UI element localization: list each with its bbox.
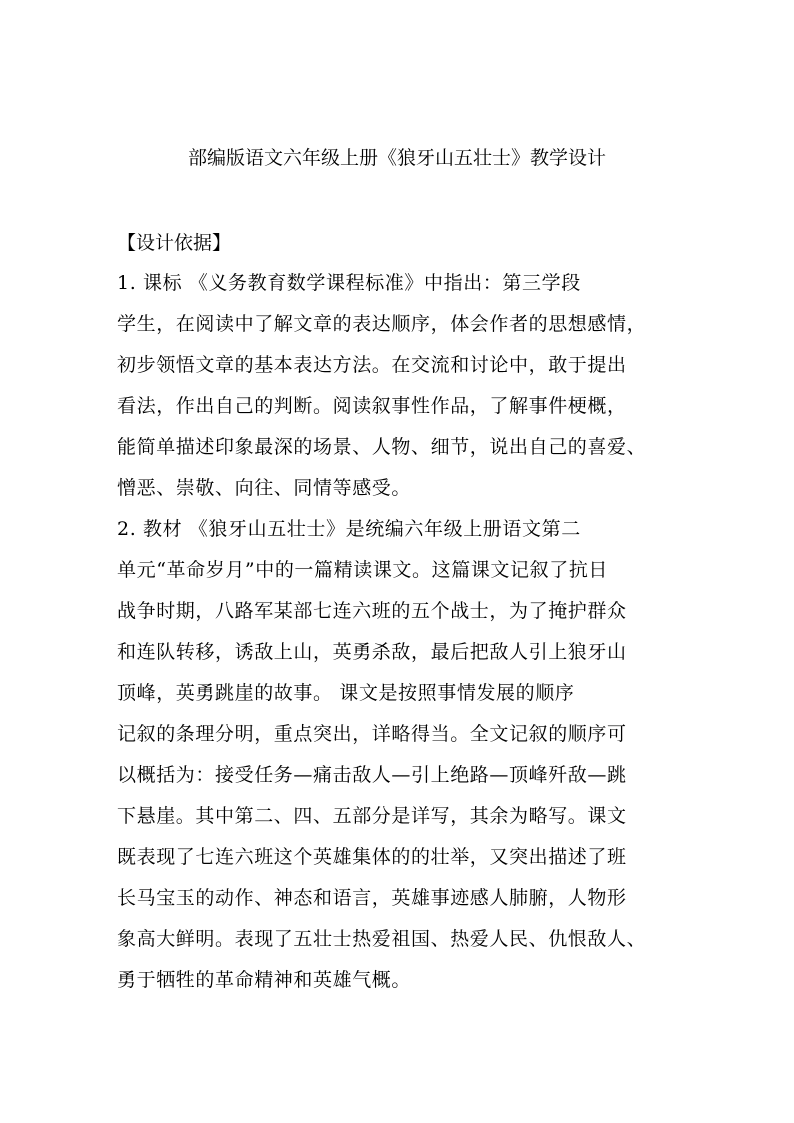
text-line: 下悬崖。其中第二、四、五部分是详写，其余为略写。课文 [117,805,627,827]
text-line: 以概括为：接受任务—痛击敌人—引上绝路—顶峰歼敌—跳 [117,764,627,786]
text-line: 能简单描述印象最深的场景、人物、细节，说出自己的喜爱、 [117,436,647,458]
text-line: 既表现了七连六班这个英雄集体的的壮举，又突出描述了班 [117,846,627,868]
text-line: 憎恶、崇敬、向往、同情等感受。 [117,477,412,499]
text-line: 2. 教材 《狼牙山五壮士》是统编六年级上册语文第二 [117,518,581,540]
text-line: 单元“革命岁月”中的一篇精读课文。这篇课文记叙了抗日 [117,559,609,581]
text-line: 象高大鲜明。表现了五壮士热爱祖国、热爱人民、仇恨敌人、 [117,928,647,950]
text-line: 记叙的条理分明，重点突出，详略得当。全文记叙的顺序可 [117,723,627,745]
text-line: 战争时期，八路军某部七连六班的五个战士，为了掩护群众 [117,600,627,622]
text-line: 顶峰，英勇跳崖的故事。 课文是按照事情发展的顺序 [117,682,575,704]
document-title: 部编版语文六年级上册《狼牙山五壮士》教学设计 [187,147,606,169]
text-line: 勇于牺牲的革命精神和英雄气概。 [117,969,412,991]
text-line: 1. 课标 《义务教育数学课程标准》中指出：第三学段 [117,272,581,294]
text-line: 看法，作出自己的判断。阅读叙事性作品，了解事件梗概， [117,395,627,417]
text-line: 初步领悟文章的基本表达方法。在交流和讨论中，敢于提出 [117,354,627,376]
text-line: 学生，在阅读中了解文章的表达顺序，体会作者的思想感情， [117,313,647,335]
text-line: 和连队转移，诱敌上山，英勇杀敌，最后把敌人引上狼牙山 [117,641,627,663]
text-line: 长马宝玉的动作、神态和语言，英雄事迹感人肺腑，人物形 [117,887,627,909]
section-heading: 【设计依据】 [117,232,232,254]
